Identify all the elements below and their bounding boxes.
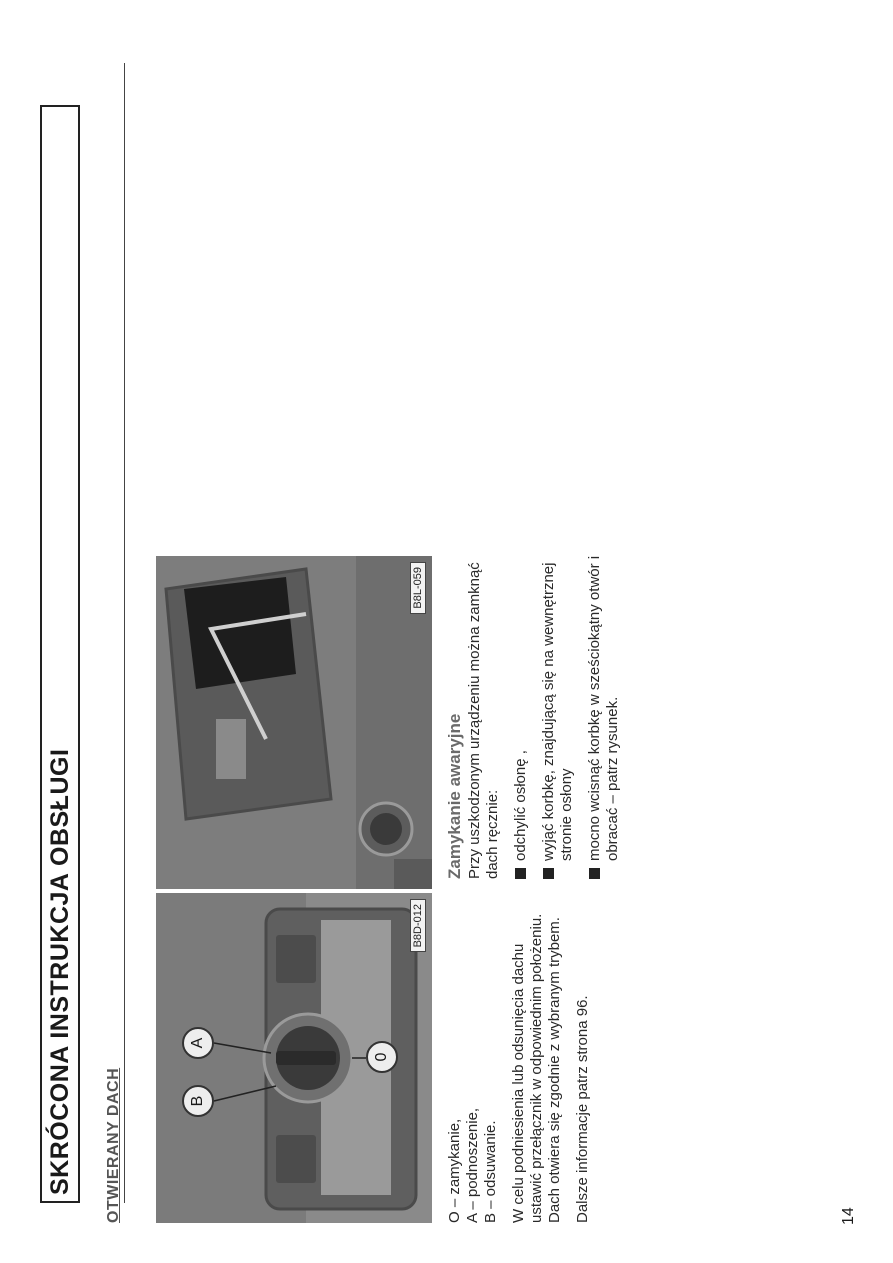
section-heading: OTWIERANY DACH	[105, 1067, 122, 1223]
figure-code: B8L-059	[410, 562, 426, 614]
bullet-text: odchylić osłonę ,	[512, 750, 529, 861]
section-divider	[124, 63, 125, 1203]
legend-a: A – podnoszenie,	[464, 1107, 481, 1223]
right-text-column	[446, 555, 632, 879]
bullet-square-icon	[589, 868, 600, 879]
bullet-square-icon	[543, 868, 554, 879]
paragraph-instruction: W celu podniesienia lub odsunięcia dachu ustawić przełącznik w odpowiednim położeniu. Dach otwiera się zgodnie z wybranym trybem.	[510, 913, 563, 1223]
legend-b: B – odsuwanie.	[482, 1120, 499, 1223]
emergency-crank-figure	[156, 556, 432, 889]
callout-a: A	[182, 1027, 214, 1059]
figure-code: B8D-012	[410, 899, 426, 952]
paragraph-intro: Przy uszkodzonym urządzeniu można zamknąć dach ręcznie:	[466, 562, 501, 879]
bullet-item	[540, 555, 576, 879]
bullet-item	[512, 555, 530, 879]
page-number: 14	[840, 1207, 857, 1225]
left-text-column	[446, 893, 602, 1223]
callout-0: 0	[366, 1041, 398, 1073]
bullet-text: mocno wcisnąć korbkę w sześciokątny otwór i obracać – patrz rysunek.	[586, 555, 621, 861]
callout-b: B	[182, 1085, 214, 1117]
switch-legend	[446, 893, 500, 1223]
paragraph-reference: Dalsze informacje patrz strona 96.	[574, 995, 591, 1223]
emergency-crank-illustration	[156, 556, 432, 889]
sunroof-switch-figure	[156, 893, 432, 1223]
bullet-square-icon	[515, 868, 526, 879]
legend-o: O – zamykanie,	[446, 1118, 463, 1223]
subheading: Zamykanie awaryjne	[445, 713, 464, 879]
page-title: SKRÓCONA INSTRUKCJA OBSŁUGI	[40, 105, 80, 1203]
bullet-item	[586, 555, 622, 879]
bullet-text: wyjąć korbkę, znajdującą się na wewnętrznej stronie osłony	[540, 562, 575, 861]
